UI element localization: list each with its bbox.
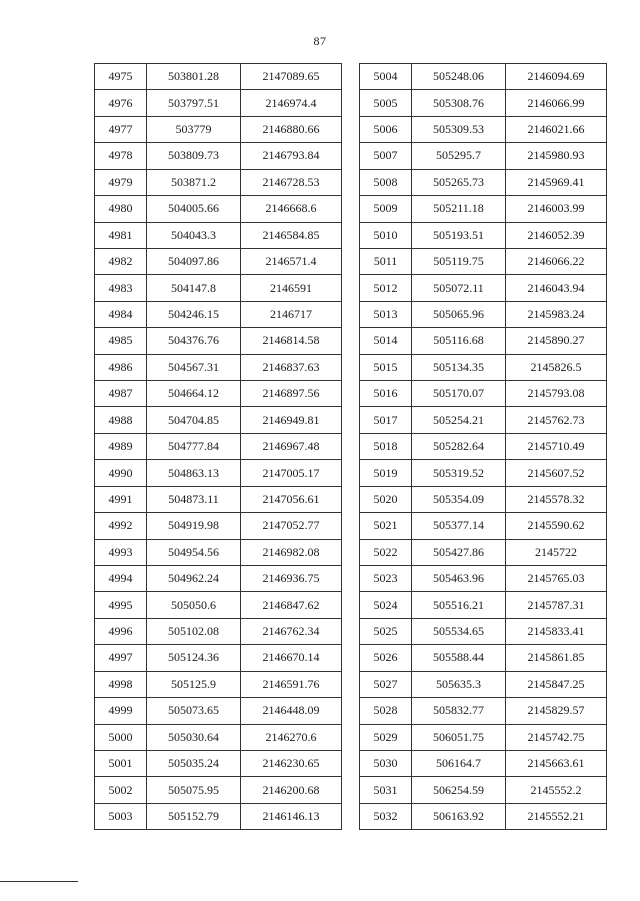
table-row (360, 566, 607, 592)
point-id-cell: 5029 (360, 724, 412, 750)
y-coordinate-cell: 2146043.94 (506, 275, 607, 301)
point-id-cell: 4977 (95, 116, 147, 142)
table-row (95, 116, 342, 142)
table-row (95, 592, 342, 618)
y-coordinate-cell: 2146837.63 (241, 354, 342, 380)
point-id-cell: 5032 (360, 803, 412, 829)
y-coordinate-cell: 2145833.41 (506, 618, 607, 644)
table-row (360, 275, 607, 301)
y-coordinate-cell: 2145663.61 (506, 750, 607, 776)
x-coordinate-cell: 505124.36 (147, 645, 241, 671)
x-coordinate-cell: 506254.59 (412, 777, 506, 803)
y-coordinate-cell: 2146847.62 (241, 592, 342, 618)
point-id-cell: 5005 (360, 90, 412, 116)
x-coordinate-cell: 505125.9 (147, 671, 241, 697)
table-row (95, 248, 342, 274)
y-coordinate-cell: 2146584.85 (241, 222, 342, 248)
table-row (360, 671, 607, 697)
table-row (95, 275, 342, 301)
table-row (95, 486, 342, 512)
y-coordinate-cell: 2145787.31 (506, 592, 607, 618)
point-id-cell: 4990 (95, 460, 147, 486)
y-coordinate-cell: 2145969.41 (506, 169, 607, 195)
table-row (360, 460, 607, 486)
y-coordinate-cell: 2146880.66 (241, 116, 342, 142)
point-id-cell: 5002 (95, 777, 147, 803)
point-id-cell: 5004 (360, 64, 412, 90)
x-coordinate-cell: 504954.56 (147, 539, 241, 565)
y-coordinate-cell: 2146949.81 (241, 407, 342, 433)
x-coordinate-cell: 505072.11 (412, 275, 506, 301)
y-coordinate-cell: 2146066.22 (506, 248, 607, 274)
x-coordinate-cell: 503871.2 (147, 169, 241, 195)
y-coordinate-cell: 2146200.68 (241, 777, 342, 803)
point-id-cell: 4981 (95, 222, 147, 248)
x-coordinate-cell: 504962.24 (147, 566, 241, 592)
x-coordinate-cell: 505211.18 (412, 196, 506, 222)
y-coordinate-cell: 2145578.32 (506, 486, 607, 512)
y-coordinate-cell: 2145552.21 (506, 803, 607, 829)
x-coordinate-cell: 504043.3 (147, 222, 241, 248)
y-coordinate-cell: 2146003.99 (506, 196, 607, 222)
x-coordinate-cell: 504863.13 (147, 460, 241, 486)
x-coordinate-cell: 504097.86 (147, 248, 241, 274)
table-row (360, 803, 607, 829)
point-id-cell: 4975 (95, 64, 147, 90)
x-coordinate-cell: 505377.14 (412, 513, 506, 539)
y-coordinate-cell: 2145607.52 (506, 460, 607, 486)
table-row (360, 645, 607, 671)
table-row (360, 196, 607, 222)
point-id-cell: 5025 (360, 618, 412, 644)
x-coordinate-cell: 504376.76 (147, 328, 241, 354)
table-row (95, 539, 342, 565)
x-coordinate-cell: 505116.68 (412, 328, 506, 354)
table-row (360, 169, 607, 195)
table-row (360, 618, 607, 644)
table-row (95, 777, 342, 803)
point-id-cell: 4988 (95, 407, 147, 433)
x-coordinate-cell: 505308.76 (412, 90, 506, 116)
point-id-cell: 4998 (95, 671, 147, 697)
y-coordinate-cell: 2146270.6 (241, 724, 342, 750)
point-id-cell: 5000 (95, 724, 147, 750)
x-coordinate-cell: 505050.6 (147, 592, 241, 618)
point-id-cell: 4997 (95, 645, 147, 671)
x-coordinate-cell: 503809.73 (147, 143, 241, 169)
point-id-cell: 4978 (95, 143, 147, 169)
point-id-cell: 4989 (95, 433, 147, 459)
table-row (95, 433, 342, 459)
point-id-cell: 4982 (95, 248, 147, 274)
y-coordinate-cell: 2146052.39 (506, 222, 607, 248)
x-coordinate-cell: 505309.53 (412, 116, 506, 142)
table-row (95, 301, 342, 327)
y-coordinate-cell: 2145590.62 (506, 513, 607, 539)
point-id-cell: 5003 (95, 803, 147, 829)
y-coordinate-cell: 2146670.14 (241, 645, 342, 671)
point-id-cell: 4991 (95, 486, 147, 512)
table-row (95, 354, 342, 380)
x-coordinate-cell: 505265.73 (412, 169, 506, 195)
y-coordinate-cell: 2145793.08 (506, 381, 607, 407)
footnote-rule (0, 881, 78, 882)
x-coordinate-cell: 503779 (147, 116, 241, 142)
y-coordinate-cell: 2146897.56 (241, 381, 342, 407)
y-coordinate-cell: 2146668.6 (241, 196, 342, 222)
x-coordinate-cell: 505319.52 (412, 460, 506, 486)
point-id-cell: 4980 (95, 196, 147, 222)
y-coordinate-cell: 2145861.85 (506, 645, 607, 671)
table-row (95, 750, 342, 776)
point-id-cell: 4994 (95, 566, 147, 592)
x-coordinate-cell: 506163.92 (412, 803, 506, 829)
x-coordinate-cell: 505170.07 (412, 381, 506, 407)
point-id-cell: 5009 (360, 196, 412, 222)
y-coordinate-cell: 2145722 (506, 539, 607, 565)
table-row (360, 513, 607, 539)
x-coordinate-cell: 505030.64 (147, 724, 241, 750)
table-row (95, 724, 342, 750)
y-coordinate-cell: 2145762.73 (506, 407, 607, 433)
y-coordinate-cell: 2146967.48 (241, 433, 342, 459)
point-id-cell: 4992 (95, 513, 147, 539)
x-coordinate-cell: 505102.08 (147, 618, 241, 644)
y-coordinate-cell: 2146094.69 (506, 64, 607, 90)
y-coordinate-cell: 2145710.49 (506, 433, 607, 459)
point-id-cell: 4985 (95, 328, 147, 354)
y-coordinate-cell: 2146591.76 (241, 671, 342, 697)
x-coordinate-cell: 505073.65 (147, 698, 241, 724)
table-row (360, 777, 607, 803)
table-row (360, 248, 607, 274)
table-row (95, 196, 342, 222)
table-row (95, 64, 342, 90)
point-id-cell: 5011 (360, 248, 412, 274)
y-coordinate-cell: 2145980.93 (506, 143, 607, 169)
x-coordinate-cell: 504246.15 (147, 301, 241, 327)
table-row (95, 90, 342, 116)
point-id-cell: 5006 (360, 116, 412, 142)
page-number: 87 (313, 34, 327, 48)
x-coordinate-cell: 503801.28 (147, 64, 241, 90)
point-id-cell: 5015 (360, 354, 412, 380)
point-id-cell: 5013 (360, 301, 412, 327)
table-row (95, 645, 342, 671)
table-row (360, 90, 607, 116)
x-coordinate-cell: 505427.86 (412, 539, 506, 565)
point-id-cell: 4995 (95, 592, 147, 618)
y-coordinate-cell: 2146762.34 (241, 618, 342, 644)
x-coordinate-cell: 504777.84 (147, 433, 241, 459)
table-row (95, 460, 342, 486)
y-coordinate-cell: 2146021.66 (506, 116, 607, 142)
x-coordinate-cell: 504005.66 (147, 196, 241, 222)
x-coordinate-cell: 506051.75 (412, 724, 506, 750)
x-coordinate-cell: 504147.8 (147, 275, 241, 301)
coordinate-table-left (94, 63, 342, 830)
y-coordinate-cell: 2146571.4 (241, 248, 342, 274)
point-id-cell: 5012 (360, 275, 412, 301)
table-row (95, 618, 342, 644)
x-coordinate-cell: 505295.7 (412, 143, 506, 169)
point-id-cell: 5001 (95, 750, 147, 776)
point-id-cell: 5023 (360, 566, 412, 592)
x-coordinate-cell: 505248.06 (412, 64, 506, 90)
y-coordinate-cell: 2146591 (241, 275, 342, 301)
point-id-cell: 4983 (95, 275, 147, 301)
table-row (360, 64, 607, 90)
x-coordinate-cell: 505119.75 (412, 248, 506, 274)
y-coordinate-cell: 2145983.24 (506, 301, 607, 327)
x-coordinate-cell: 504567.31 (147, 354, 241, 380)
point-id-cell: 5027 (360, 671, 412, 697)
point-id-cell: 4979 (95, 169, 147, 195)
point-id-cell: 5021 (360, 513, 412, 539)
point-id-cell: 5024 (360, 592, 412, 618)
y-coordinate-cell: 2145890.27 (506, 328, 607, 354)
x-coordinate-cell: 504873.11 (147, 486, 241, 512)
table-row (95, 698, 342, 724)
point-id-cell: 5030 (360, 750, 412, 776)
point-id-cell: 5020 (360, 486, 412, 512)
point-id-cell: 5026 (360, 645, 412, 671)
table-row (95, 407, 342, 433)
x-coordinate-cell: 505065.96 (412, 301, 506, 327)
y-coordinate-cell: 2147052.77 (241, 513, 342, 539)
y-coordinate-cell: 2147056.61 (241, 486, 342, 512)
table-row (360, 381, 607, 407)
table-row (95, 169, 342, 195)
table-row (360, 724, 607, 750)
y-coordinate-cell: 2146936.75 (241, 566, 342, 592)
table-row (360, 486, 607, 512)
coordinate-table-right (359, 63, 607, 830)
y-coordinate-cell: 2145829.57 (506, 698, 607, 724)
table-row (95, 513, 342, 539)
table-row (95, 143, 342, 169)
y-coordinate-cell: 2146814.58 (241, 328, 342, 354)
x-coordinate-cell: 505075.95 (147, 777, 241, 803)
y-coordinate-cell: 2146982.08 (241, 539, 342, 565)
x-coordinate-cell: 505134.35 (412, 354, 506, 380)
table-row (360, 328, 607, 354)
y-coordinate-cell: 2146793.84 (241, 143, 342, 169)
table-row (95, 222, 342, 248)
table-row (95, 566, 342, 592)
y-coordinate-cell: 2145826.5 (506, 354, 607, 380)
table-row (360, 143, 607, 169)
table-row (360, 354, 607, 380)
point-id-cell: 5010 (360, 222, 412, 248)
x-coordinate-cell: 504919.98 (147, 513, 241, 539)
y-coordinate-cell: 2147005.17 (241, 460, 342, 486)
x-coordinate-cell: 505516.21 (412, 592, 506, 618)
x-coordinate-cell: 505832.77 (412, 698, 506, 724)
table-row (360, 539, 607, 565)
table-row (95, 803, 342, 829)
y-coordinate-cell: 2146448.09 (241, 698, 342, 724)
table-row (360, 301, 607, 327)
x-coordinate-cell: 505035.24 (147, 750, 241, 776)
x-coordinate-cell: 505463.96 (412, 566, 506, 592)
point-id-cell: 5017 (360, 407, 412, 433)
y-coordinate-cell: 2146974.4 (241, 90, 342, 116)
point-id-cell: 5019 (360, 460, 412, 486)
table-row (360, 592, 607, 618)
table-row (360, 407, 607, 433)
y-coordinate-cell: 2145765.03 (506, 566, 607, 592)
x-coordinate-cell: 504664.12 (147, 381, 241, 407)
x-coordinate-cell: 505282.64 (412, 433, 506, 459)
point-id-cell: 4996 (95, 618, 147, 644)
point-id-cell: 4976 (95, 90, 147, 116)
point-id-cell: 4993 (95, 539, 147, 565)
x-coordinate-cell: 504704.85 (147, 407, 241, 433)
x-coordinate-cell: 505588.44 (412, 645, 506, 671)
point-id-cell: 5028 (360, 698, 412, 724)
point-id-cell: 5014 (360, 328, 412, 354)
x-coordinate-cell: 505254.21 (412, 407, 506, 433)
y-coordinate-cell: 2145847.25 (506, 671, 607, 697)
point-id-cell: 5018 (360, 433, 412, 459)
x-coordinate-cell: 505635.3 (412, 671, 506, 697)
y-coordinate-cell: 2146146.13 (241, 803, 342, 829)
x-coordinate-cell: 505152.79 (147, 803, 241, 829)
y-coordinate-cell: 2145742.75 (506, 724, 607, 750)
table-row (360, 433, 607, 459)
y-coordinate-cell: 2146728.53 (241, 169, 342, 195)
table-row (95, 381, 342, 407)
table-row (360, 116, 607, 142)
x-coordinate-cell: 503797.51 (147, 90, 241, 116)
table-row (360, 222, 607, 248)
table-row (95, 671, 342, 697)
point-id-cell: 4999 (95, 698, 147, 724)
point-id-cell: 4986 (95, 354, 147, 380)
point-id-cell: 5008 (360, 169, 412, 195)
x-coordinate-cell: 505354.09 (412, 486, 506, 512)
point-id-cell: 4987 (95, 381, 147, 407)
y-coordinate-cell: 2146066.99 (506, 90, 607, 116)
point-id-cell: 5016 (360, 381, 412, 407)
table-row (360, 750, 607, 776)
point-id-cell: 5031 (360, 777, 412, 803)
x-coordinate-cell: 505534.65 (412, 618, 506, 644)
point-id-cell: 4984 (95, 301, 147, 327)
point-id-cell: 5007 (360, 143, 412, 169)
y-coordinate-cell: 2146717 (241, 301, 342, 327)
y-coordinate-cell: 2146230.65 (241, 750, 342, 776)
table-row (95, 328, 342, 354)
y-coordinate-cell: 2145552.2 (506, 777, 607, 803)
x-coordinate-cell: 506164.7 (412, 750, 506, 776)
x-coordinate-cell: 505193.51 (412, 222, 506, 248)
point-id-cell: 5022 (360, 539, 412, 565)
table-row (360, 698, 607, 724)
y-coordinate-cell: 2147089.65 (241, 64, 342, 90)
